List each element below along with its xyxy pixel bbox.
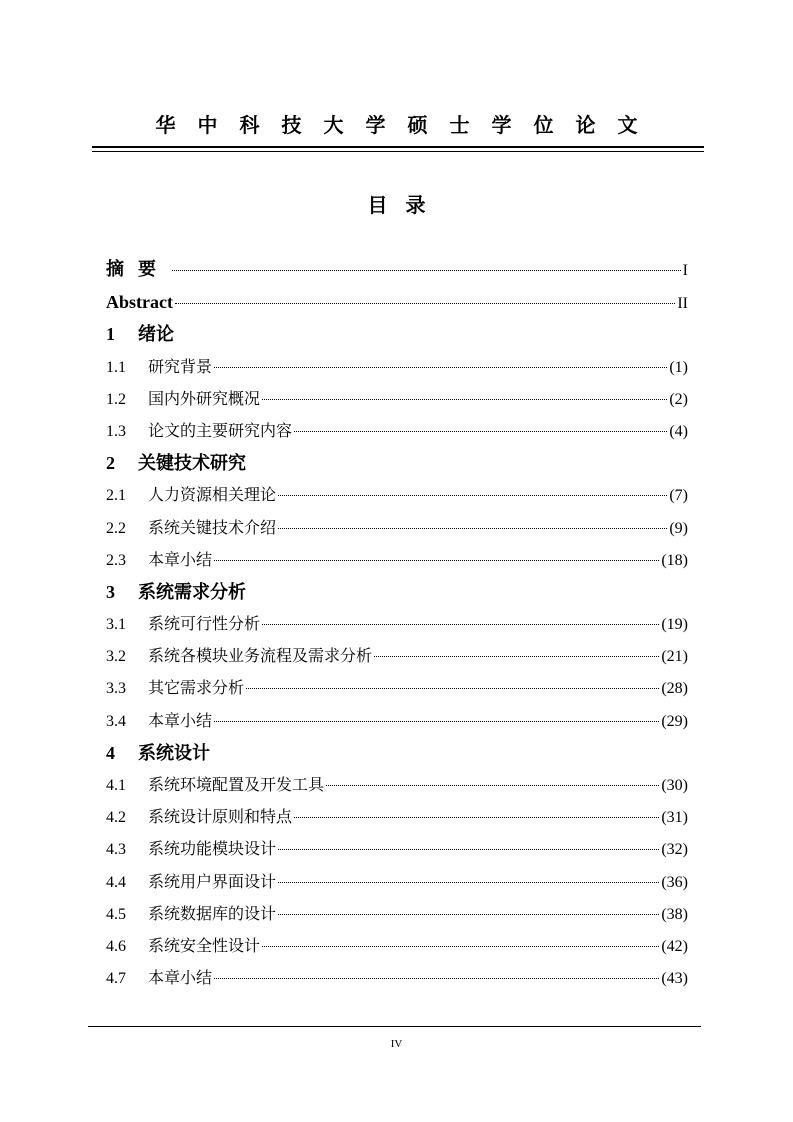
toc-entry-number: 2.2 — [106, 519, 126, 537]
toc-entry-number: 3.1 — [106, 616, 126, 634]
toc-entry-title: Abstract — [106, 292, 173, 313]
toc-entry-number: 1.1 — [106, 358, 126, 376]
toc-entry-page: (31) — [661, 809, 688, 827]
toc-entry-title: 系统安全性设计 — [148, 935, 261, 955]
toc-entry-number: 2 — [106, 453, 115, 474]
toc-entry-title: 系统设计 — [138, 742, 210, 764]
toc-entry[interactable] — [106, 383, 688, 415]
toc-entry-number: 4.4 — [106, 873, 126, 891]
toc-title: 目录 — [367, 193, 444, 217]
toc-dot-leader — [214, 978, 659, 979]
toc-dot-leader — [172, 270, 681, 271]
toc-entry-title: 人力资源相关理论 — [148, 485, 277, 505]
toc-entry-page: (7) — [669, 487, 688, 505]
toc-entry-title: 系统各模块业务流程及需求分析 — [148, 646, 373, 666]
toc-entry[interactable] — [106, 415, 688, 447]
toc-entry[interactable] — [106, 351, 688, 383]
toc-dot-leader — [246, 688, 659, 689]
toc-entry-title: 国内外研究概况 — [148, 388, 261, 408]
toc-entry-number: 3.2 — [106, 648, 126, 666]
toc-entry[interactable] — [106, 866, 688, 898]
toc-dot-leader — [262, 399, 667, 400]
toc-entry-page: (36) — [661, 873, 688, 891]
toc-entry[interactable] — [106, 769, 688, 801]
toc-entry-page: (42) — [661, 937, 688, 955]
toc-dot-leader — [294, 817, 659, 818]
toc-entry[interactable] — [106, 898, 688, 930]
toc-entry-number: 4.5 — [106, 905, 126, 923]
toc-dot-leader — [374, 656, 659, 657]
toc-entry-title: 其它需求分析 — [148, 678, 245, 698]
toc-entry-title: 系统可行性分析 — [148, 614, 261, 634]
toc-entry-page: (19) — [661, 616, 688, 634]
toc-entry-number: 1 — [106, 324, 115, 345]
toc-entry[interactable] — [106, 544, 688, 576]
footer-rule — [88, 1026, 701, 1027]
toc-entry-page: (38) — [661, 905, 688, 923]
toc-dot-leader — [214, 367, 667, 368]
header-rule-thick — [92, 146, 704, 148]
toc-entry-number: 4.7 — [106, 970, 126, 988]
toc-entry-page: (1) — [669, 358, 688, 376]
toc-entry-page: (43) — [661, 970, 688, 988]
toc-entry[interactable] — [106, 254, 688, 286]
toc-entry-page: (4) — [669, 422, 688, 440]
toc-entry[interactable] — [106, 833, 688, 865]
toc-entry-number: 4.3 — [106, 841, 126, 859]
toc-entry-page: (30) — [661, 777, 688, 794]
toc-entry[interactable] — [106, 512, 688, 544]
toc-dot-leader — [214, 721, 659, 722]
toc-chapter-entry[interactable] — [106, 737, 688, 769]
toc-entry[interactable] — [106, 705, 688, 737]
toc-dot-leader — [278, 528, 667, 529]
header-rule-thin — [92, 151, 704, 152]
toc-entry-title: 摘要 — [106, 259, 170, 280]
toc-dot-leader — [278, 495, 667, 496]
toc-dot-leader — [326, 785, 659, 786]
toc-entry-number: 4.1 — [106, 777, 126, 794]
toc-entry-number: 2.1 — [106, 487, 126, 505]
toc-entry-title: 关键技术研究 — [138, 453, 246, 475]
toc-dot-leader — [278, 882, 659, 883]
toc-entry-number: 1.3 — [106, 422, 126, 440]
toc-entry-page: II — [677, 295, 688, 313]
toc-entry[interactable] — [106, 930, 688, 962]
toc-dot-leader — [262, 946, 659, 947]
toc-entry-title: 绪论 — [138, 324, 174, 346]
toc-entry-page: (2) — [669, 390, 688, 408]
toc-dot-leader — [278, 849, 659, 850]
toc-entry[interactable] — [106, 479, 688, 511]
toc-entry-number: 4 — [106, 742, 115, 763]
toc-entry-number: 4.2 — [106, 809, 126, 827]
toc-entry-title: 本章小结 — [148, 968, 213, 988]
toc-entry[interactable] — [106, 286, 688, 318]
toc-entry-number: 3 — [106, 581, 115, 602]
toc-entry[interactable] — [106, 608, 688, 640]
toc-chapter-entry[interactable] — [106, 576, 688, 608]
thesis-header-title: 华中科技大学硕士学位论文 — [155, 113, 660, 137]
toc-dot-leader — [214, 560, 659, 561]
toc-entry-title: 系统用户界面设计 — [148, 871, 277, 891]
toc-entry[interactable] — [106, 962, 688, 994]
toc-entry-title: 系统关键技术介绍 — [148, 517, 277, 537]
toc-entry-title: 系统环境配置及开发工具 — [148, 775, 325, 794]
toc-entry-page: I — [682, 262, 688, 279]
toc-entry-number: 2.3 — [106, 551, 126, 569]
toc-entry-page: (29) — [661, 712, 688, 730]
toc-entry-page: (21) — [661, 648, 688, 666]
toc-entry[interactable] — [106, 801, 688, 833]
toc-entry-title: 系统需求分析 — [138, 581, 246, 603]
toc-entry-title: 论文的主要研究内容 — [148, 420, 293, 440]
toc-entry-title: 本章小结 — [148, 710, 213, 730]
toc-entry-title: 本章小结 — [148, 549, 213, 569]
toc-dot-leader — [278, 914, 659, 915]
toc-dot-leader — [262, 624, 659, 625]
toc-entry-number: 4.6 — [106, 937, 126, 955]
toc-dot-leader — [294, 431, 667, 432]
toc-entry-number: 3.3 — [106, 680, 126, 698]
toc-entry-page: (32) — [661, 841, 688, 859]
toc-entry-title: 系统设计原则和特点 — [148, 807, 293, 827]
toc-entry-title: 研究背景 — [148, 356, 213, 376]
toc-chapter-entry[interactable] — [106, 318, 688, 350]
toc-dot-leader — [175, 303, 675, 304]
toc-entry[interactable] — [106, 640, 688, 672]
toc-entry[interactable] — [106, 672, 688, 704]
toc-entry-page: (18) — [661, 551, 688, 569]
toc-entry-number: 3.4 — [106, 712, 126, 730]
toc-entry-title: 系统数据库的设计 — [148, 903, 277, 923]
toc-entry-page: (28) — [661, 680, 688, 698]
table-of-contents — [106, 254, 688, 994]
page-number: IV — [390, 1038, 403, 1050]
toc-entry-number: 1.2 — [106, 390, 126, 408]
toc-entry-page: (9) — [669, 519, 688, 537]
toc-chapter-entry[interactable] — [106, 447, 688, 479]
toc-entry-title: 系统功能模块设计 — [148, 839, 277, 859]
